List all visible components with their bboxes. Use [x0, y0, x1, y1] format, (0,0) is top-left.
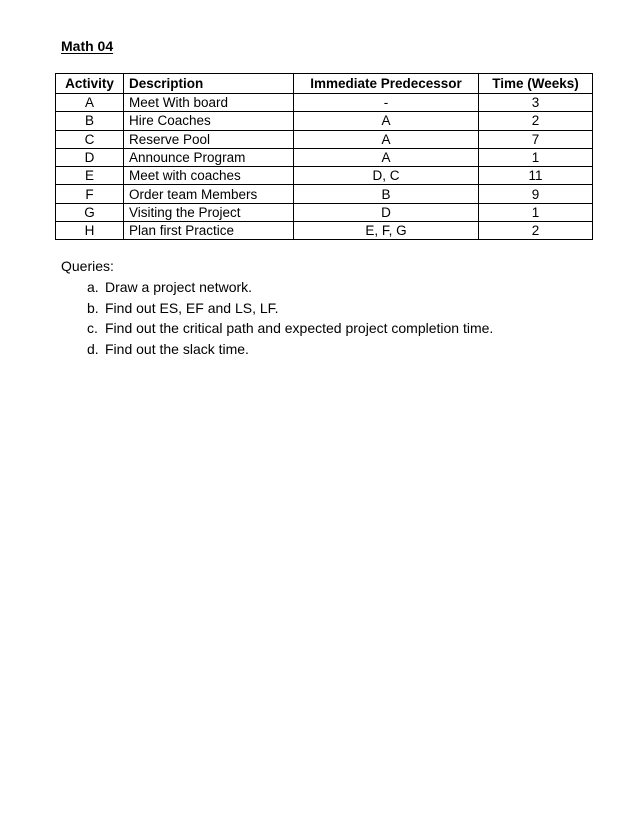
- query-marker: d.: [87, 340, 99, 357]
- table-row: [56, 94, 593, 112]
- query-marker: b.: [87, 299, 99, 316]
- list-item: [87, 278, 581, 296]
- cell-activity: D: [56, 148, 124, 166]
- query-marker: c.: [87, 320, 98, 336]
- cell-activity: E: [56, 167, 124, 185]
- cell-time: 3: [479, 94, 593, 112]
- cell-activity: F: [56, 185, 124, 203]
- cell-time: 2: [479, 112, 593, 130]
- cell-description: Visiting the Project: [124, 203, 294, 221]
- cell-time: 1: [479, 203, 593, 221]
- cell-activity: B: [56, 112, 124, 130]
- cell-time: 2: [479, 222, 593, 240]
- cell-time: 11: [479, 167, 593, 185]
- cell-predecessor: D: [294, 203, 479, 221]
- header-activity: Activity: [56, 74, 124, 94]
- cell-predecessor: -: [294, 94, 479, 112]
- document-title: Math 04: [61, 38, 114, 54]
- cell-description: Reserve Pool: [124, 130, 294, 148]
- cell-time: 9: [479, 185, 593, 203]
- cell-description: Meet with coaches: [124, 167, 294, 185]
- query-marker: a.: [87, 279, 99, 295]
- list-item: [87, 299, 581, 317]
- table-row: [56, 185, 593, 203]
- header-description: Description: [124, 74, 294, 94]
- query-text: Draw a project network.: [105, 279, 253, 295]
- query-text: Find out the critical path and expected project completion time.: [105, 320, 494, 336]
- table-row: [56, 203, 593, 221]
- cell-time: 7: [479, 130, 593, 148]
- activity-table: [55, 73, 593, 240]
- query-text: Find out the slack time.: [105, 340, 249, 357]
- table-row: [56, 112, 593, 130]
- cell-predecessor: A: [294, 148, 479, 166]
- cell-description: Order team Members: [124, 185, 294, 203]
- cell-description: Hire Coaches: [124, 112, 294, 130]
- table-row: [56, 130, 593, 148]
- cell-predecessor: B: [294, 185, 479, 203]
- query-text: Find out ES, EF and LS, LF.: [105, 299, 279, 316]
- cell-predecessor: E, F, G: [294, 222, 479, 240]
- cell-description: Plan first Practice: [124, 222, 294, 240]
- table-row: [56, 148, 593, 166]
- cell-predecessor: A: [294, 112, 479, 130]
- cell-activity: C: [56, 130, 124, 148]
- header-immediate-predecessor: Immediate Predecessor: [294, 74, 479, 94]
- cell-description: Announce Program: [124, 148, 294, 166]
- list-item: [87, 319, 581, 337]
- cell-description: Meet With board: [124, 94, 294, 112]
- table-header-row: [56, 74, 593, 94]
- list-item: [87, 340, 581, 358]
- queries-section: [61, 257, 581, 360]
- table-row: [56, 222, 593, 240]
- cell-activity: A: [56, 94, 124, 112]
- queries-label: Queries:: [61, 258, 114, 274]
- header-time-weeks: Time (Weeks): [479, 74, 593, 94]
- cell-activity: H: [56, 222, 124, 240]
- cell-predecessor: A: [294, 130, 479, 148]
- table-row: [56, 167, 593, 185]
- cell-predecessor: D, C: [294, 167, 479, 185]
- cell-activity: G: [56, 203, 124, 221]
- query-list: [61, 278, 581, 358]
- cell-time: 1: [479, 148, 593, 166]
